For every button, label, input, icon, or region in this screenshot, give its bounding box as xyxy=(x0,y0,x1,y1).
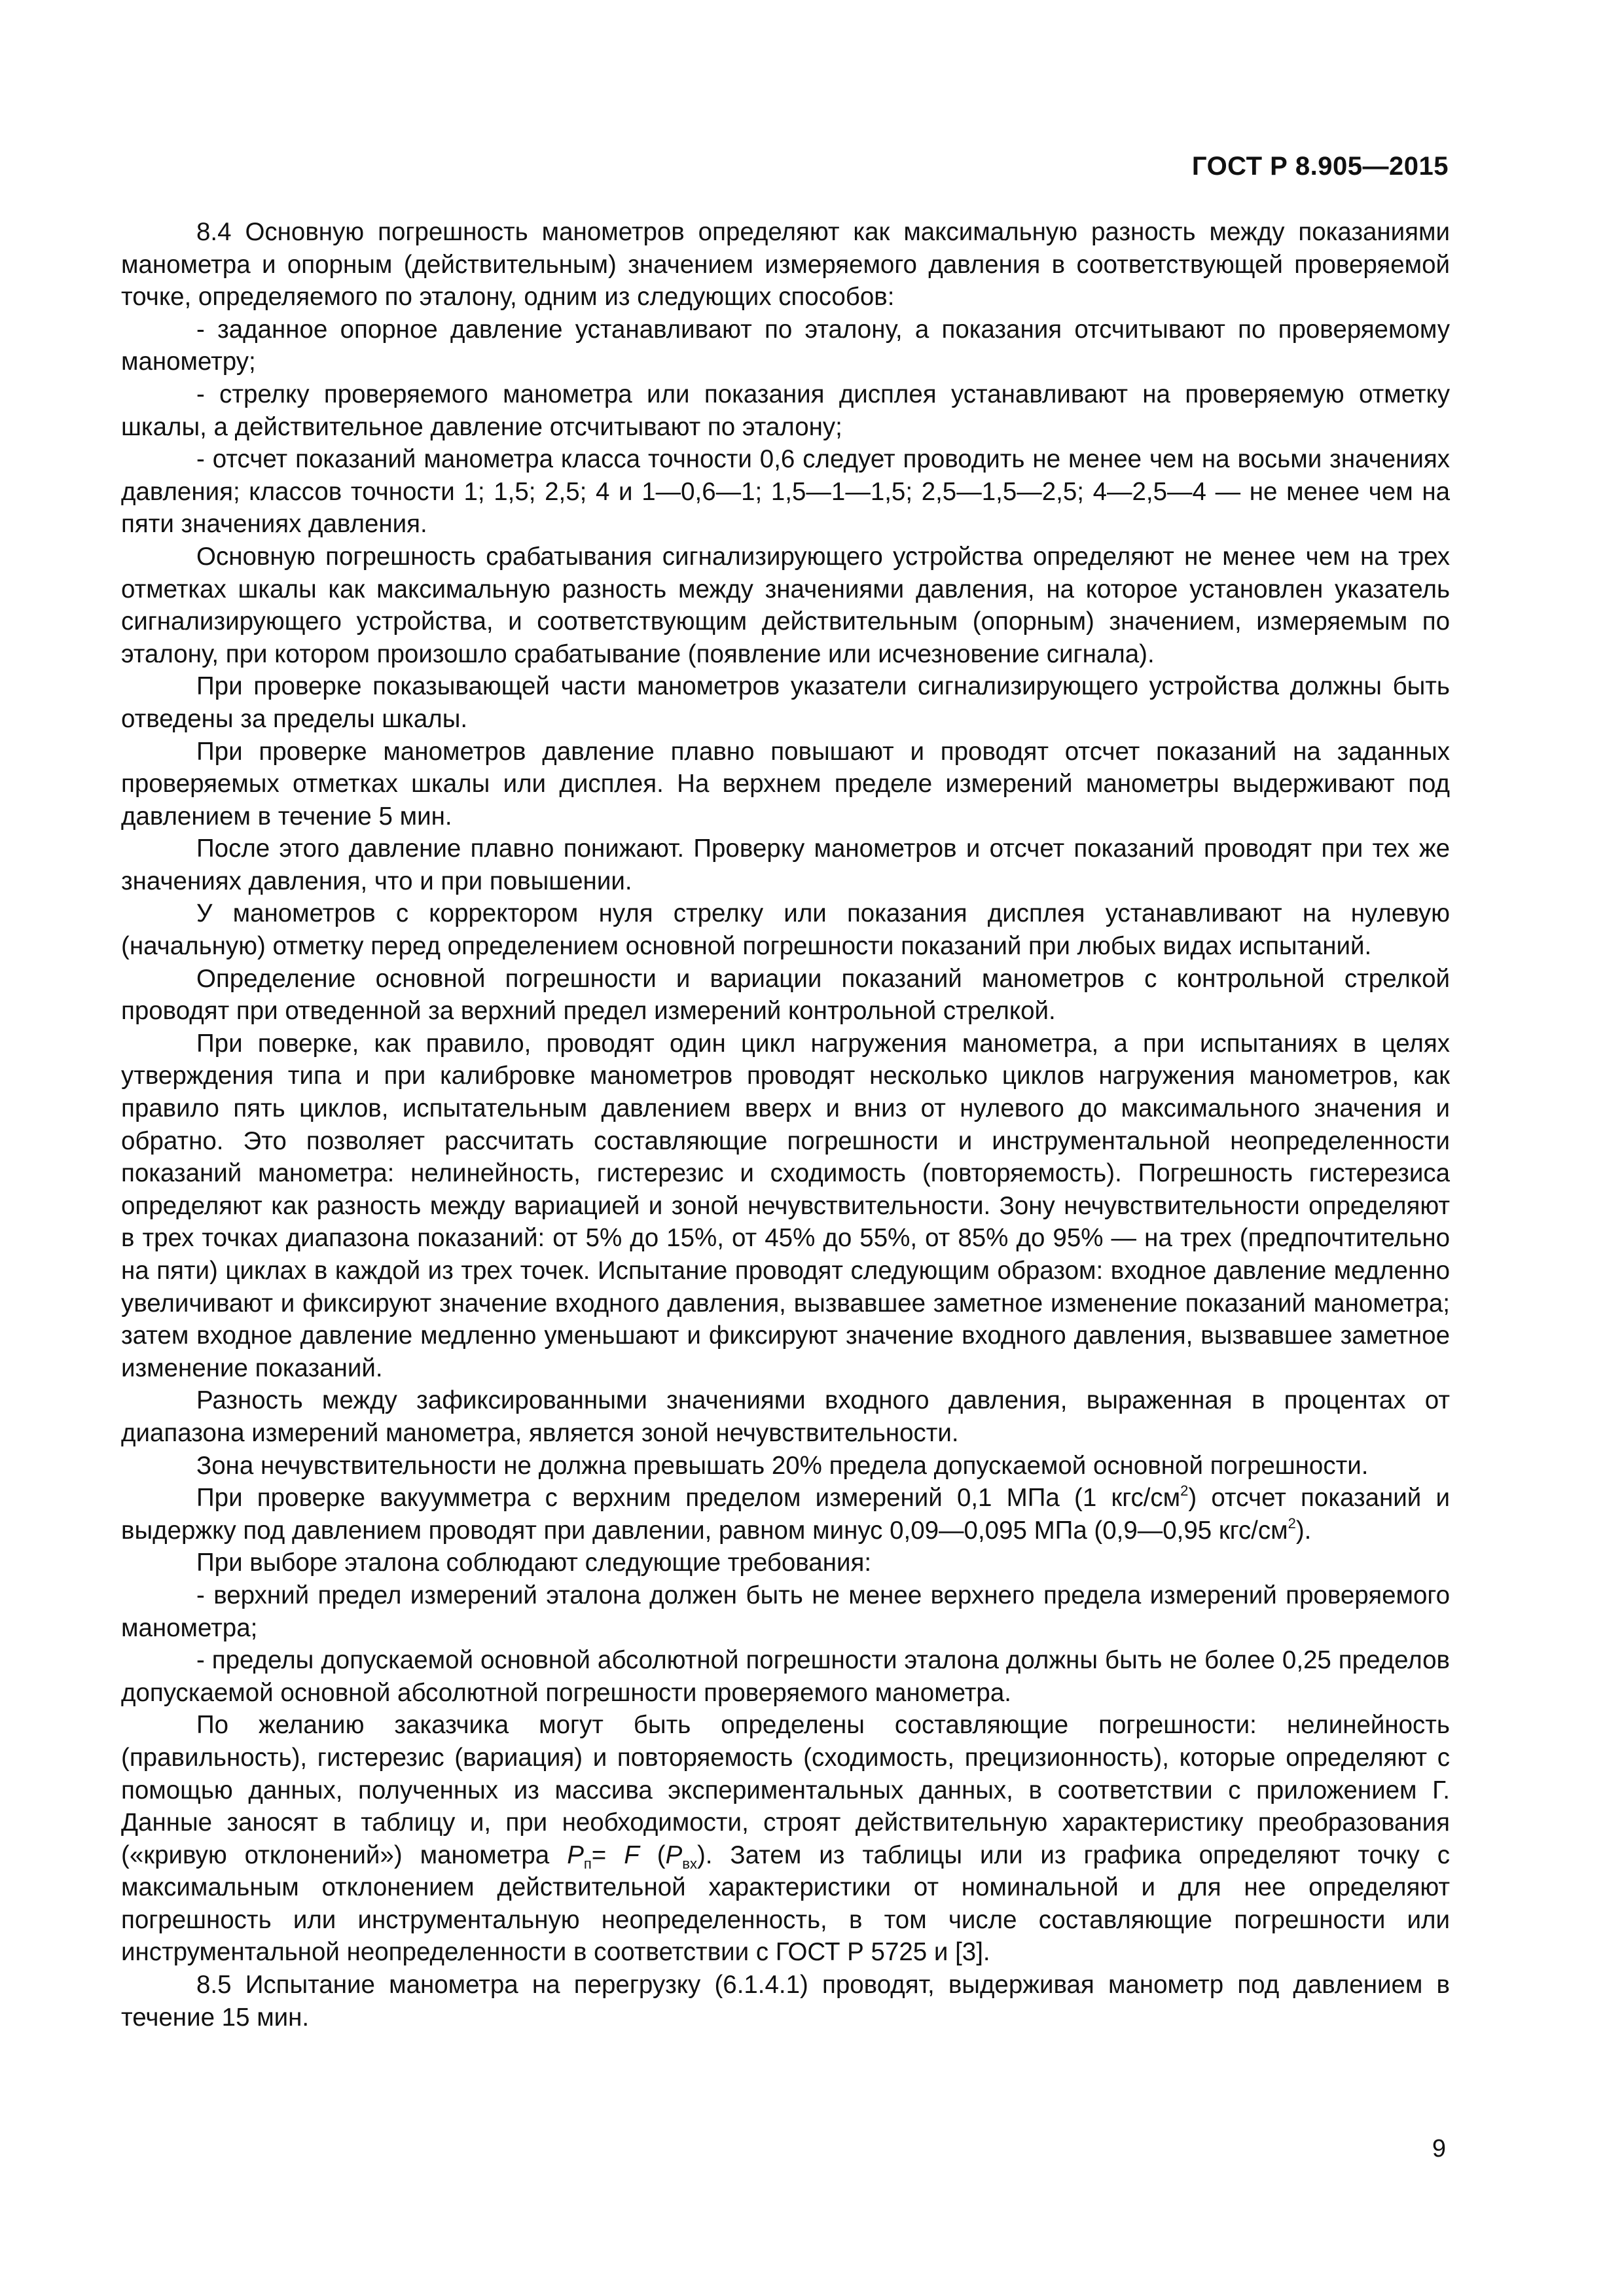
paragraph-alarm-error: Основную погрешность срабатывания сигнализирующего устройства определяют не менее чем на трех отметках шкалы как максимальную разность между значениями давления, на которое установлен указатель сигнализирующего устройства, и соответствующим действительным (опорным) значением, измеряемым по эталону, при котором произошло срабатывание (появление или исчезновение сигнала). xyxy=(121,542,1450,668)
paragraph-alarm-pointers: При проверке показывающей части манометров указатели сигнализирующего устройства должны быть отведены за пределы шкалы. xyxy=(121,672,1450,733)
vacuum-text-1: При проверке вакуумметра с верхним пределом измерений 0,1 МПа (1 кгс/см xyxy=(196,1484,1181,1513)
paragraph-customer-request xyxy=(121,1709,1450,1969)
paragraph-dead-band-limit: Зона нечувствительности не должна превышать 20% предела допускаемой основной погрешности. xyxy=(196,1451,1369,1480)
formula-p-in: P xyxy=(665,1840,683,1869)
vacuum-text-3: ). xyxy=(1295,1516,1312,1545)
list-item-upper-limit: - верхний предел измерений эталона должен быть не менее верхнего предела измерений проверяемого манометра; xyxy=(121,1581,1450,1642)
formula-p-out: P xyxy=(567,1840,584,1869)
paragraph-8-4-intro: 8.4 Основную погрешность манометров определяют как максимальную разность между показаниями манометра и опорным (действительным) значением измеряемого давления в соответствующей проверяемой точке, определяемого по эталону, одним из следующих способов: xyxy=(121,218,1450,312)
paragraph-pressure-decrease: После этого давление плавно понижают. Проверку манометров и отсчет показаний проводят при тех же значениях давления, что и при повышении. xyxy=(121,834,1450,895)
formula-p-out-subscript: п xyxy=(583,1855,592,1872)
customer-text-1: По желанию заказчика могут быть определены составляющие погрешности: нелинейность (правильность), гистерезис (вариация) и повторяемость (сходимость, прецизионность), которые определяют с помощью данных, полученных из массива экспериментальных данных, в соответствии с приложением Г. Данные заносят в таблицу и, при необходимости, строят действительную характеристику преобразования («кривую отклонений») манометра xyxy=(121,1711,1450,1869)
paragraph-pressure-increase: При проверке манометров давление плавно повышают и проводят отсчет показаний на заданных проверяемых отметках шкалы или дисплея. На верхнем пределе измерений манометры выдерживают под давлением в течение 5 мин. xyxy=(121,737,1450,831)
paragraph-8-5-overload: 8.5 Испытание манометра на перегрузку (6.1.4.1) проводят, выдерживая манометр под давлением в течение 15 мин. xyxy=(121,1971,1450,2032)
document-body xyxy=(121,216,1450,2034)
document-standard-number: ГОСТ Р 8.905—2015 xyxy=(1191,152,1449,181)
vacuum-superscript-1: 2 xyxy=(1180,1482,1189,1499)
paragraph-loading-cycles: При поверке, как правило, проводят один цикл нагружения манометра, а при испытаниях в целях утверждения типа и при калибровке манометров проводят несколько циклов нагружения манометров, как правило пять циклов, испытательным давлением вверх и вниз от нулевого до максимального значения и обратно. Это позволяет рассчитать составляющие погрешности и инструментальной неопределенности показаний манометра: нелинейность, гистерезис и сходимость (повторяемость). Погрешность гистерезиса определяют как разность между вариацией и зоной нечувствительности. Зону нечувствительности определяют в трех точках диапазона показаний: от 5% до 15%, от 45% до 55%, от 85% до 95% — на трех (предпочтительно на пяти) циклах в каждой из трех точек. Испытание проводят следующим образом: входное давление медленно увеличивают и фиксируют значение входного давления, вызвавшее заметное изменение показаний манометра; затем входное давление медленно уменьшают и фиксируют значение входного давления, вызвавшее заметное изменение показаний. xyxy=(121,1029,1450,1382)
vacuum-superscript-2: 2 xyxy=(1288,1515,1296,1532)
paragraph-control-pointer: Определение основной погрешности и вариации показаний манометров с контрольной стрелкой проводят при отведенной за верхний предел измерений контрольной стрелкой. xyxy=(121,964,1450,1026)
formula-p-in-subscript: вх xyxy=(682,1855,697,1872)
paragraph-standard-selection: При выборе эталона соблюдают следующие требования: xyxy=(196,1549,872,1577)
list-item-reading-points: - отсчет показаний манометра класса точности 0,6 следует проводить не менее чем на восьми значениях давления; классов точности 1; 1,5; 2,5; 4 и 1—0,6—1; 1,5—1—1,5; 2,5—1,5—2,5; 4—2,5—4 — не менее чем на пяти значениях давления. xyxy=(121,445,1450,539)
customer-text-2: ). Затем из таблицы или из графика определяют точку с максимальным отклонением действительной характеристики от номинальной и для нее определяют погрешность или инструментальную неопределенность, в том числе составляющие погрешности или инструментальной неопределенности в соответствии с ГОСТ Р 5725 и [3]. xyxy=(121,1840,1450,1967)
formula-function: F xyxy=(624,1840,640,1869)
paragraph-dead-band-difference: Разность между зафиксированными значениями входного давления, выраженная в процентах от диапазона измерений манометра, является зоной нечувствительности. xyxy=(121,1386,1450,1447)
formula-equals: = xyxy=(591,1840,624,1869)
vacuum-text-2: ) отсчет показаний и выдержку под давлением проводят при давлении, равном минус 0,09—0,095 МПа (0,9—0,95 кгс/см xyxy=(121,1484,1450,1545)
paragraph-vacuum-gauge xyxy=(121,1482,1450,1547)
list-item-error-limits: - пределы допускаемой основной абсолютной погрешности эталона должны быть не более 0,25 пределов допускаемой основной абсолютной погрешности проверяемого манометра. xyxy=(121,1646,1450,1707)
list-item-pointer-setting: - стрелку проверяемого манометра или показания дисплея устанавливают на проверяемую отметку шкалы, а действительное давление отсчитывают по эталону; xyxy=(121,380,1450,441)
page-number: 9 xyxy=(1432,2135,1446,2162)
list-item-reference-pressure: - заданное опорное давление устанавливают по эталону, а показания отсчитывают по проверяемому манометру; xyxy=(121,315,1450,376)
paragraph-zero-corrector: У манометров с корректором нуля стрелку или показания дисплея устанавливают на нулевую (начальную) отметку перед определением основной погрешности показаний при любых видах испытаний. xyxy=(121,899,1450,961)
formula-paren: ( xyxy=(639,1840,666,1869)
